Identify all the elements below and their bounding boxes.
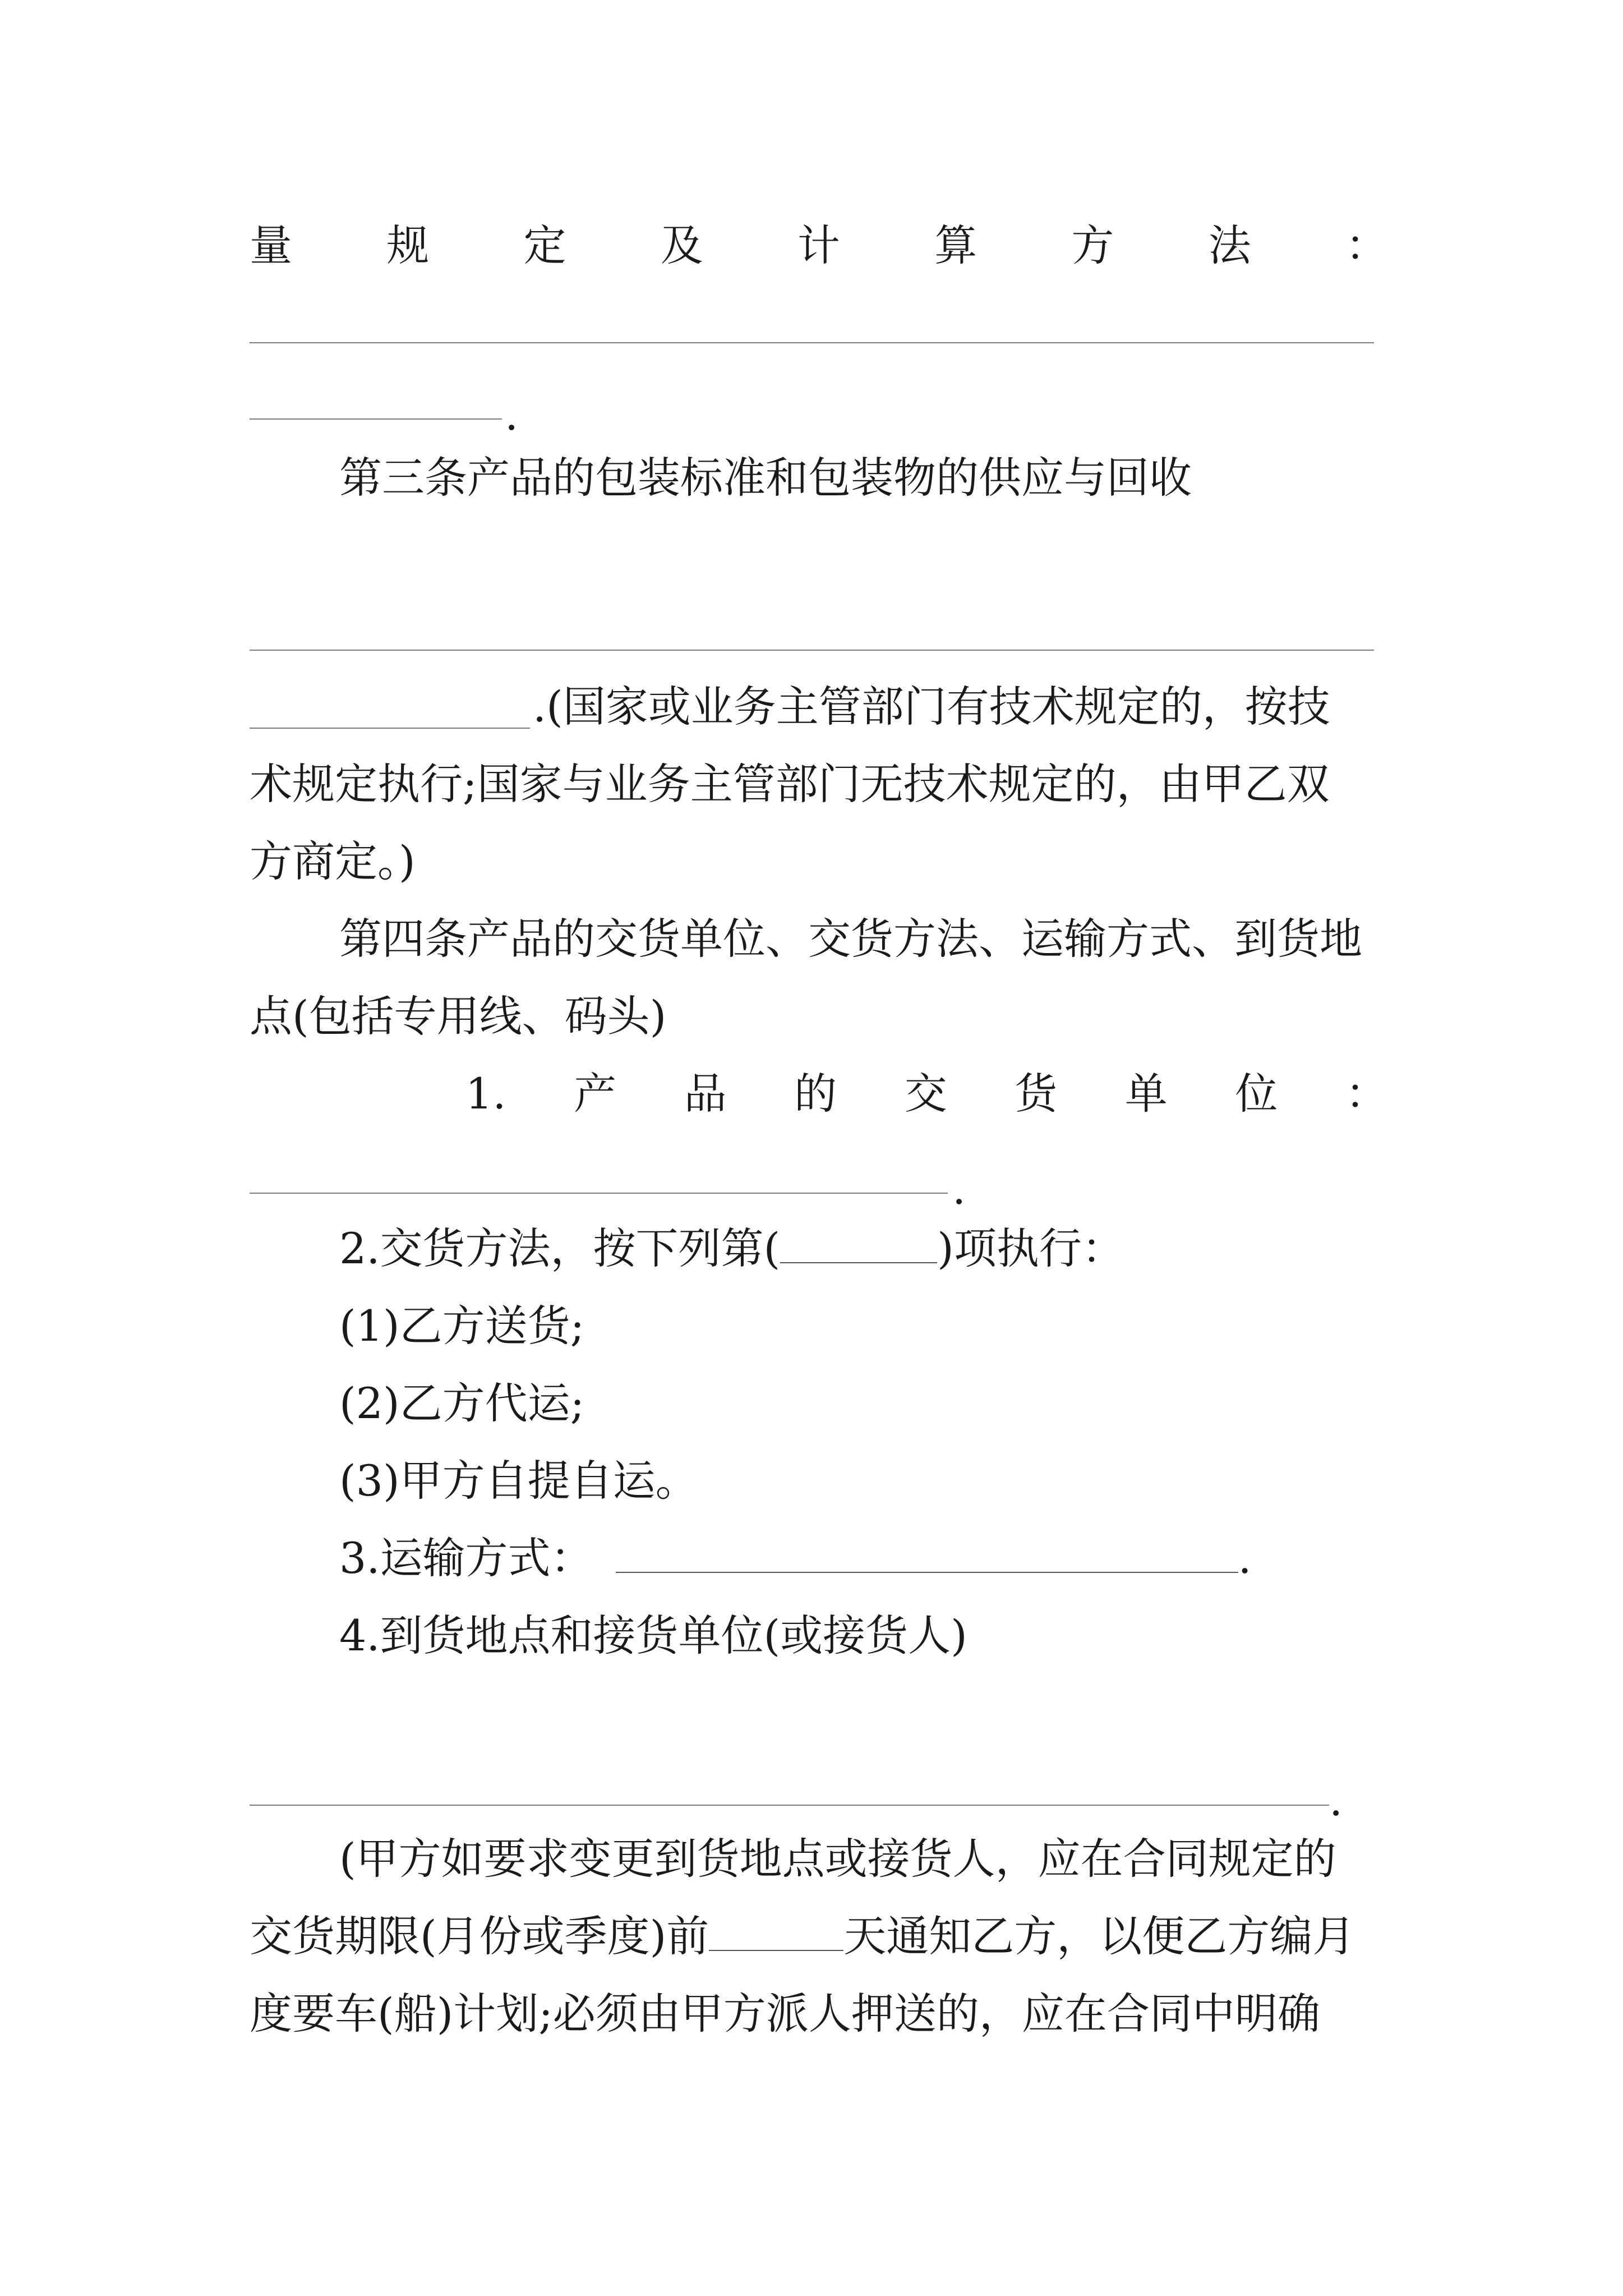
article-3-note-line-2: 术规定执行;国家与业务主管部门无技术规定的，由甲乙双 — [250, 759, 1330, 809]
item-1-delivery-unit — [465, 1066, 1388, 1122]
option-3: (3)甲方自提自运。 — [339, 1456, 698, 1506]
item-1-char: 货 — [1015, 1069, 1058, 1119]
period-mark: . — [1329, 1775, 1343, 1825]
fill-in-rule — [250, 1805, 1329, 1806]
item-3-transport-mode: 3.运输方式： . — [339, 1533, 1252, 1583]
header-char: 规 — [386, 220, 430, 270]
fill-in-rule — [250, 418, 502, 420]
article-3-note-line-3: 方商定。) — [250, 836, 416, 886]
note-line-2: 交货期限(月份或季度)前 天通知乙方，以便乙方编月 — [250, 1911, 1355, 1961]
header-char: 算 — [934, 220, 978, 270]
header-char: 量 — [250, 220, 292, 270]
article-3-title: 第三条产品的包装标准和包装物的供应与回收 — [339, 453, 1192, 503]
article-3-note-line-1: .(国家或业务主管部门有技术规定的，按技 — [533, 682, 1330, 731]
item-2-delivery-method: 2.交货方法，按下列第( )项执行： — [339, 1223, 1124, 1273]
header-char: 方 — [1071, 220, 1114, 270]
header-char: 定 — [523, 220, 566, 270]
item-1-char: 产 — [574, 1069, 617, 1119]
item-4-destination: 4.到货地点和接货单位(或接货人) — [339, 1611, 967, 1660]
article-4-title-line-2: 点(包括专用线、码头) — [250, 991, 667, 1041]
item-1-char: 的 — [794, 1069, 837, 1119]
header-char: 及 — [660, 220, 703, 270]
days-blank — [709, 1949, 843, 1951]
note-line-1: (甲方如要求变更到货地点或接货人，应在合同规定的 — [339, 1834, 1336, 1884]
transport-mode-blank — [616, 1571, 1238, 1573]
period-mark: . — [952, 1164, 966, 1214]
period-mark: . — [505, 390, 519, 440]
article-4-title-line-1: 第四条产品的交货单位、交货方法、运输方式、到货地 — [339, 914, 1362, 964]
item-1-char: 位 — [1235, 1069, 1278, 1119]
fill-in-rule — [250, 650, 1374, 651]
header-char: 计 — [797, 220, 840, 270]
option-number-blank — [780, 1262, 937, 1263]
note-line-3: 度要车(船)计划;必须由甲方派人押送的，应在合同中明确 — [250, 1989, 1320, 2039]
option-1: (1)乙方送货; — [339, 1301, 585, 1351]
fill-in-rule — [250, 1193, 948, 1194]
item-1-char: 交 — [904, 1069, 947, 1119]
fill-in-rule — [250, 342, 1374, 343]
option-2: (2)乙方代运; — [339, 1378, 585, 1428]
header-line — [250, 218, 1388, 274]
item-1-char: ： — [1345, 1069, 1388, 1119]
header-char: ： — [1345, 220, 1388, 270]
item-1-char: 品 — [684, 1069, 727, 1119]
item-1-char: 单 — [1124, 1069, 1168, 1119]
item-1-char: 1. — [465, 1069, 506, 1119]
header-char: 法 — [1208, 220, 1251, 270]
